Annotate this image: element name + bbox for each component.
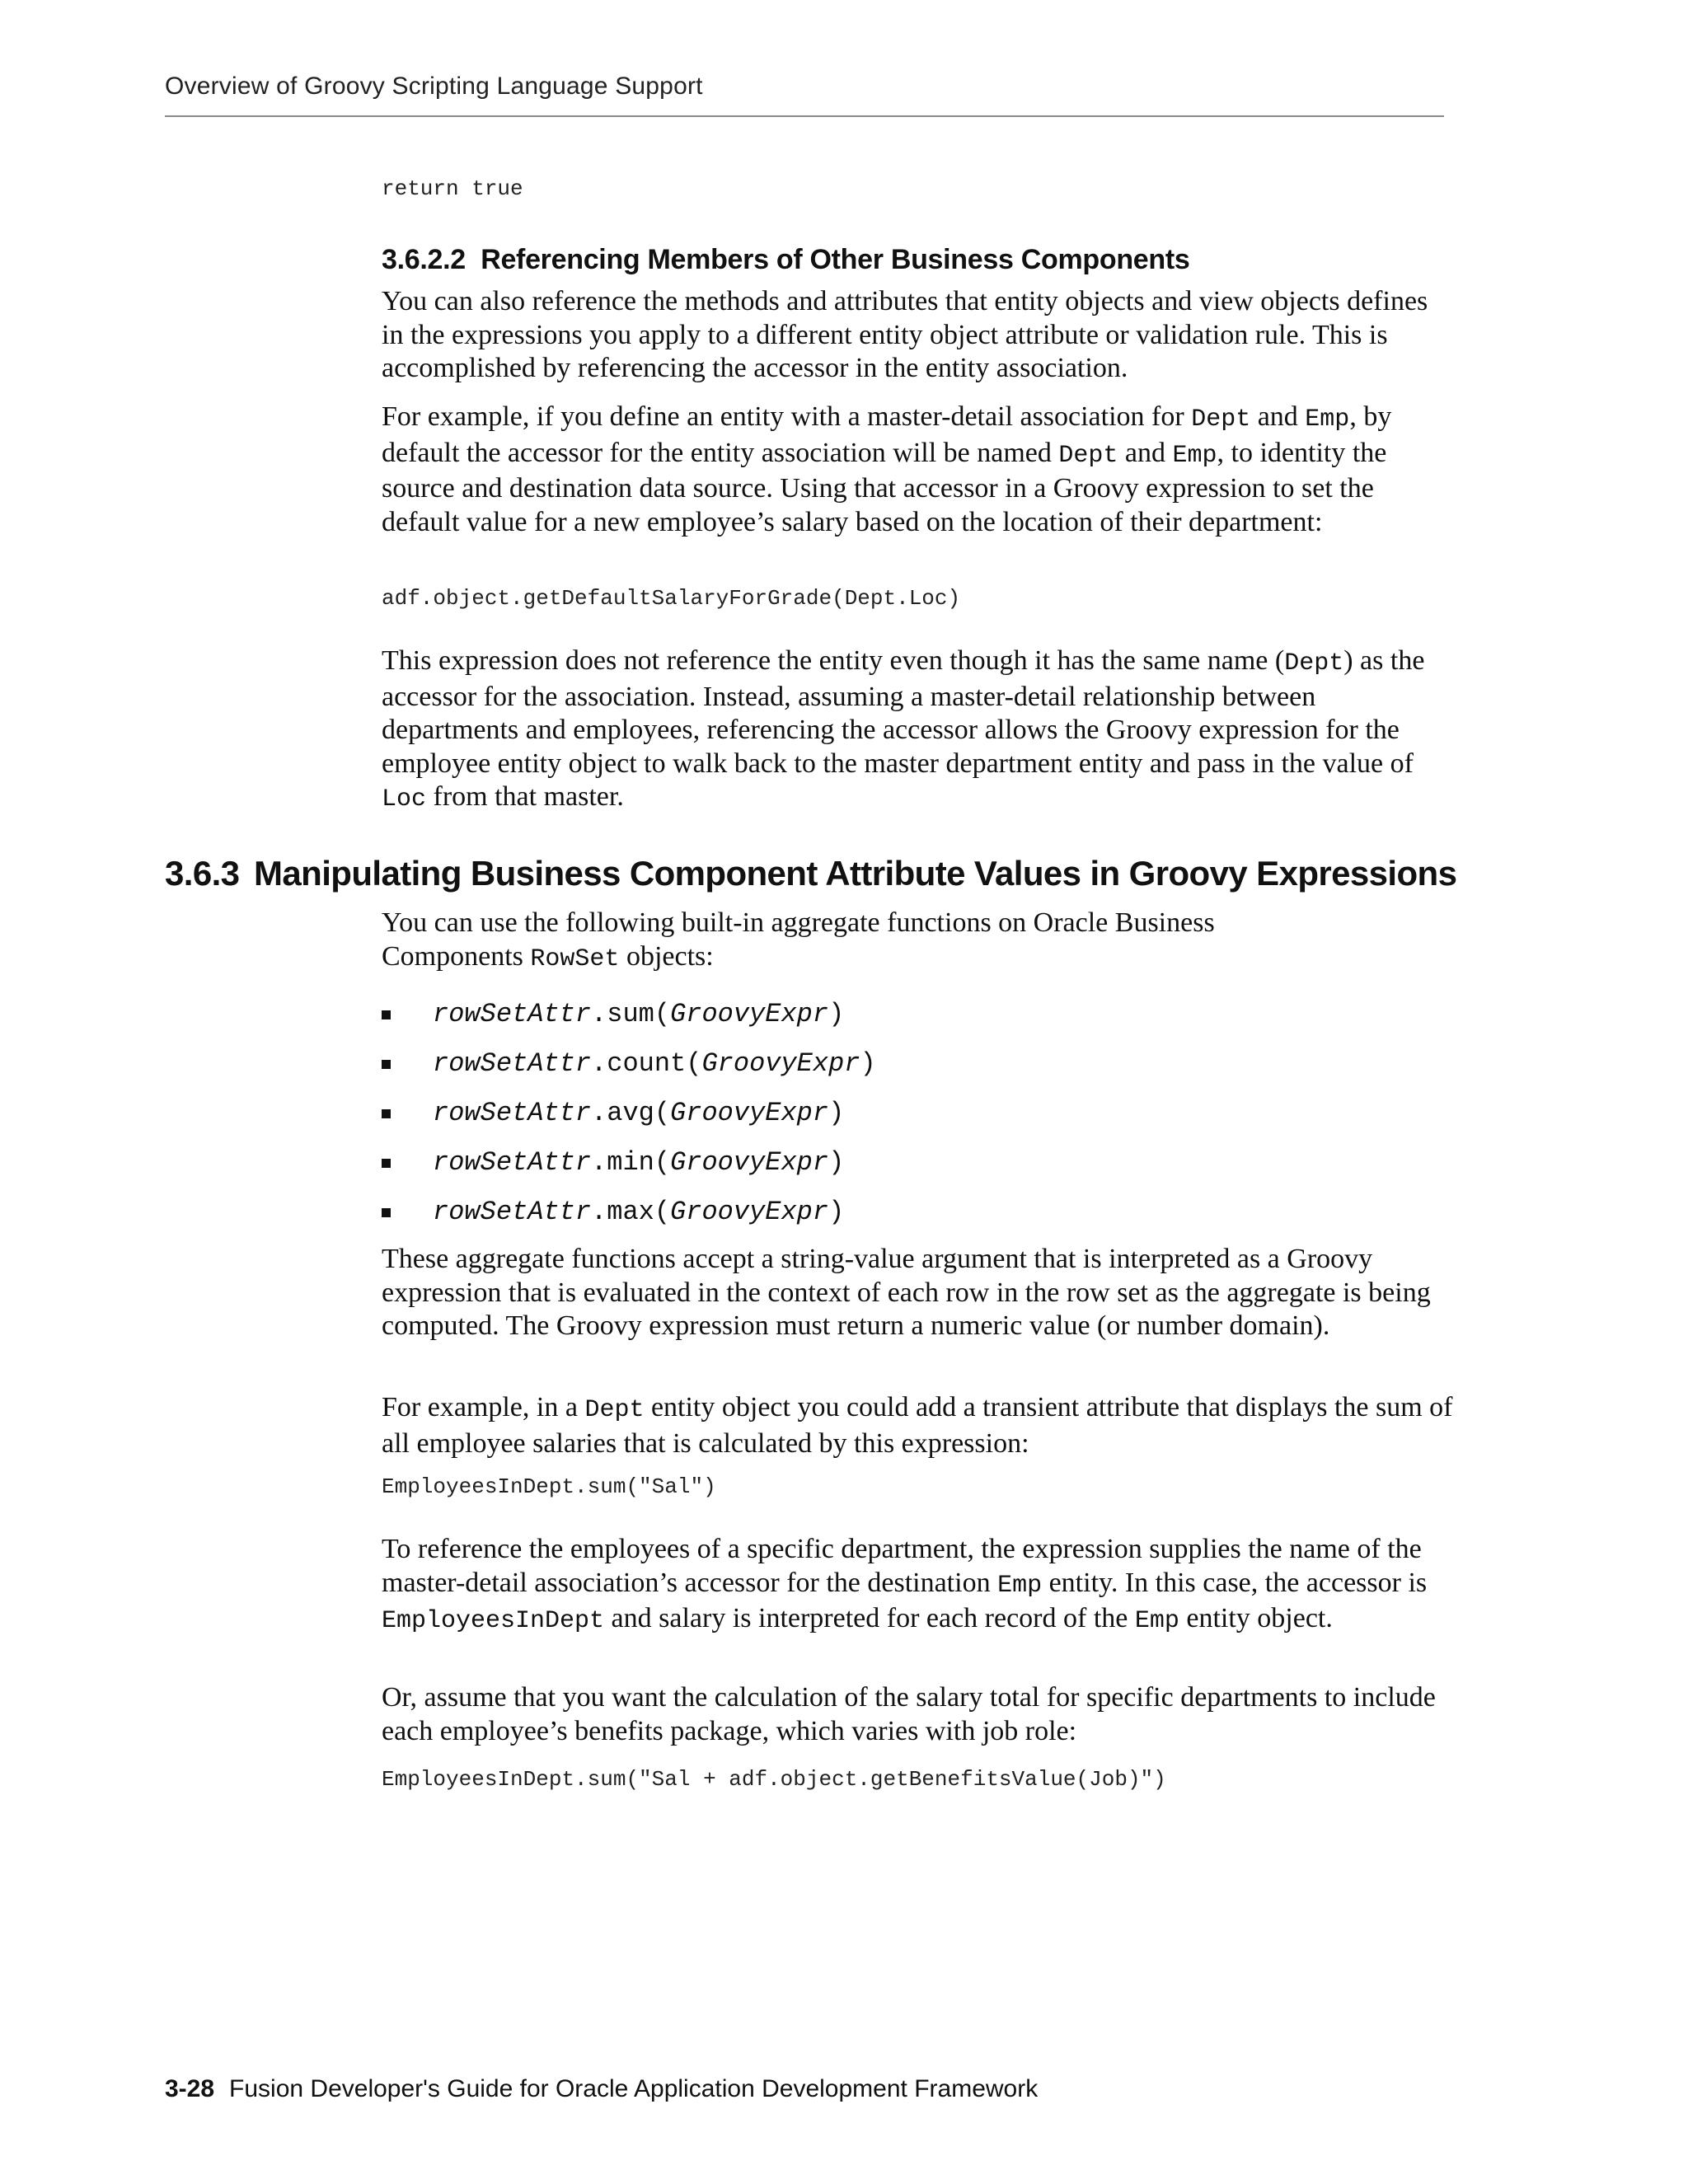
section-3622-paragraph-2 bbox=[382, 401, 1453, 539]
close-paren: ) bbox=[828, 1147, 845, 1178]
bullet-square-icon bbox=[382, 1010, 391, 1019]
text-run: You can use the following built-in aggregate functions on Oracle Business Components bbox=[382, 907, 1215, 972]
inline-code: Emp bbox=[1172, 441, 1217, 470]
section-3622-number: 3.6.2.2 bbox=[382, 244, 466, 275]
groovyexpr-placeholder: GroovyExpr bbox=[670, 999, 829, 1029]
inline-code: Dept bbox=[1058, 441, 1118, 470]
section-363-number: 3.6.3 bbox=[165, 854, 240, 893]
running-header: Overview of Groovy Scripting Language Support bbox=[165, 73, 703, 100]
list-item-text bbox=[433, 999, 844, 1029]
text-run: This expression does not reference the entity even though it has the same name ( bbox=[382, 645, 1285, 676]
text-run: , by default the accessor for the entity association will be named bbox=[382, 401, 1392, 468]
inline-code: RowSet bbox=[530, 944, 620, 973]
function-name: .max( bbox=[591, 1197, 671, 1227]
book-title: Fusion Developer's Guide for Oracle Application Development Framework bbox=[229, 2075, 1039, 2102]
rowsetattr-placeholder: rowSetAttr bbox=[433, 999, 592, 1029]
rowsetattr-placeholder: rowSetAttr bbox=[433, 1197, 592, 1227]
bullet-square-icon bbox=[382, 1109, 391, 1118]
function-name: .avg( bbox=[591, 1098, 671, 1128]
rowsetattr-placeholder: rowSetAttr bbox=[433, 1048, 592, 1079]
section-3622-heading bbox=[382, 244, 1190, 276]
close-paren: ) bbox=[828, 1098, 845, 1128]
inline-code: Emp bbox=[1134, 1607, 1179, 1635]
section-363-paragraph-5: Or, assume that you want the calculation of the salary total for specific departments to include each employee’s benefits package, which varies with job role: bbox=[382, 1682, 1436, 1746]
section-363-title: Manipulating Business Component Attribute Values in Groovy Expressions bbox=[254, 854, 1457, 893]
bullet-square-icon bbox=[382, 1060, 391, 1069]
section-3622-title: Referencing Members of Other Business Components bbox=[481, 244, 1190, 275]
text-run: and bbox=[1250, 401, 1306, 432]
close-paren: ) bbox=[860, 1048, 876, 1079]
groovyexpr-placeholder: GroovyExpr bbox=[670, 1147, 829, 1178]
inline-code: Loc bbox=[382, 785, 427, 813]
function-name: .count( bbox=[591, 1048, 702, 1079]
inline-code: Emp bbox=[997, 1571, 1043, 1600]
code-return-true: return true bbox=[382, 176, 523, 201]
list-item-text bbox=[433, 1197, 844, 1227]
groovyexpr-placeholder: GroovyExpr bbox=[670, 1098, 829, 1128]
rowsetattr-placeholder: rowSetAttr bbox=[433, 1147, 592, 1178]
section-363-paragraph-1 bbox=[382, 907, 1305, 976]
bullet-square-icon bbox=[382, 1208, 391, 1217]
text-run: and bbox=[1118, 437, 1173, 468]
code-employees-sum-benefits: EmployeesInDept.sum("Sal + adf.object.getBenefitsValue(Job)") bbox=[382, 1767, 1166, 1792]
page-number: 3-28 bbox=[165, 2075, 215, 2102]
groovyexpr-placeholder: GroovyExpr bbox=[670, 1197, 829, 1227]
header-rule bbox=[165, 115, 1444, 117]
text-run: For example, in a bbox=[382, 1392, 585, 1422]
section-363-heading bbox=[165, 854, 1456, 893]
text-run: , to identity the source and destination data source. Using that accessor in a Groovy expression to set the default value for a new employee’s salary based on the location of their department: bbox=[382, 437, 1387, 537]
section-3622-paragraph-3 bbox=[382, 644, 1453, 817]
page-footer bbox=[165, 2075, 1038, 2103]
section-363-paragraph-3 bbox=[382, 1391, 1453, 1460]
text-run: ) as the accessor for the association. Instead, assuming a master-detail relationship between departments and employees, referencing the accessor allows the Groovy expression for the employee entity object to walk back to the master department entity and pass in the value of bbox=[382, 645, 1425, 779]
code-employees-sum: EmployeesInDept.sum("Sal") bbox=[382, 1474, 716, 1499]
groovyexpr-placeholder: GroovyExpr bbox=[701, 1048, 860, 1079]
close-paren: ) bbox=[828, 999, 845, 1029]
list-item-text bbox=[433, 1048, 876, 1079]
section-363-paragraph-2: These aggregate functions accept a string-value argument that is interpreted as a Groovy expression that is evaluated in the context of each row in the row set as the aggregate is being computed. The Groovy expression must return a numeric value (or number domain). bbox=[382, 1244, 1431, 1341]
list-item-text bbox=[433, 1098, 844, 1128]
text-run: and salary is interpreted for each record of the bbox=[604, 1603, 1135, 1633]
text-run: entity. In this case, the accessor is bbox=[1042, 1567, 1428, 1598]
inline-code: Dept bbox=[1191, 405, 1251, 434]
text-run: entity object you could add a transient attribute that displays the sum of all employee salaries that is calculated by this expression: bbox=[382, 1392, 1453, 1459]
text-run: entity object. bbox=[1179, 1603, 1333, 1633]
rowsetattr-placeholder: rowSetAttr bbox=[433, 1098, 592, 1128]
close-paren: ) bbox=[828, 1197, 845, 1227]
function-name: .min( bbox=[591, 1147, 671, 1178]
text-run: For example, if you define an entity with a master-detail association for bbox=[382, 401, 1192, 432]
inline-code: Emp bbox=[1305, 405, 1350, 434]
list-item-text bbox=[433, 1147, 844, 1178]
inline-code: EmployeesInDept bbox=[382, 1607, 605, 1635]
inline-code: Dept bbox=[1284, 649, 1344, 677]
text-run: objects: bbox=[619, 940, 714, 972]
code-default-salary: adf.object.getDefaultSalaryForGrade(Dept.Loc) bbox=[382, 586, 961, 611]
inline-code: Dept bbox=[584, 1396, 645, 1424]
text-run: To reference the employees of a specific department, the expression supplies the name of the master-detail association’s accessor for the destination bbox=[382, 1534, 1422, 1598]
function-name: .sum( bbox=[591, 999, 671, 1029]
bullet-square-icon bbox=[382, 1159, 391, 1168]
section-363-paragraph-4 bbox=[382, 1533, 1453, 1638]
section-3622-paragraph-1: You can also reference the methods and attributes that entity objects and view objects defines in the expressions you apply to a different entity object attribute or validation rule. This is accomplished by referencing the accessor in the entity association. bbox=[382, 286, 1428, 383]
text-run: from that master. bbox=[426, 781, 624, 812]
